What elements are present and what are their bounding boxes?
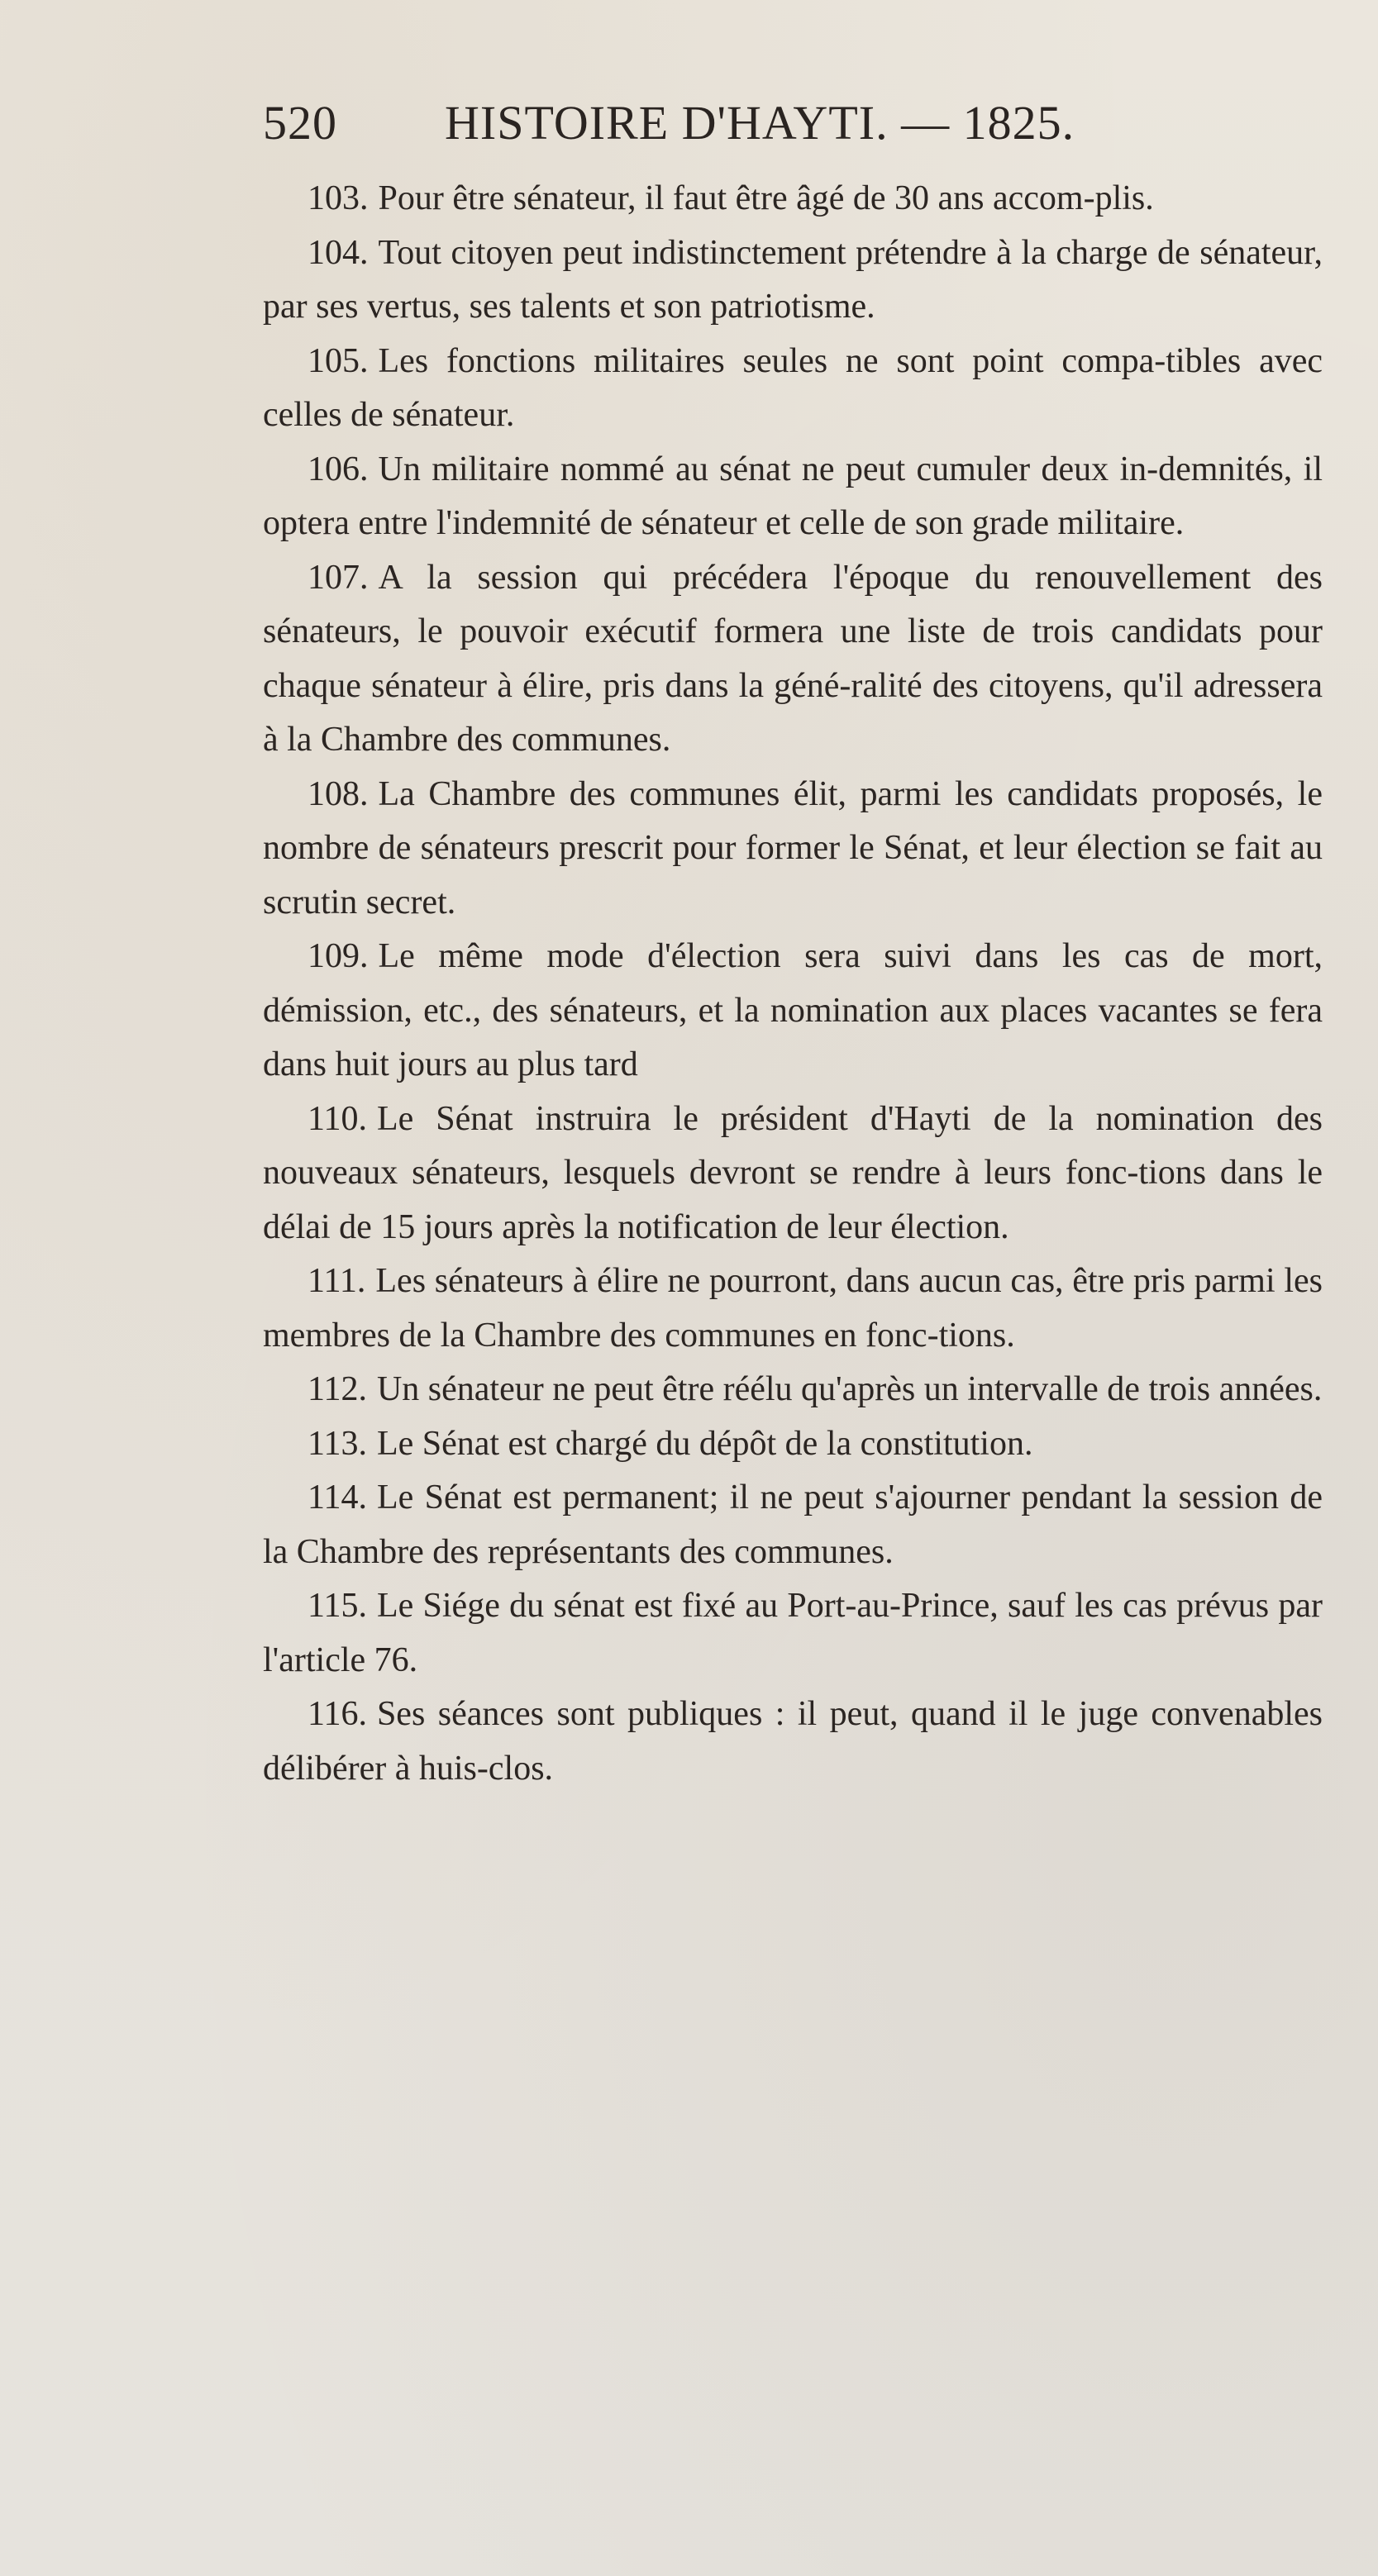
article-112 (263, 1363, 1323, 1417)
article-103 (263, 172, 1323, 226)
article-text: Le Sénat est permanent; il ne peut s'ajourner pendant la session de la Chambre des représentants des communes. (263, 1478, 1323, 1571)
article-111 (263, 1255, 1323, 1363)
article-number: 107. (308, 558, 369, 597)
article-text: Un militaire nommé au sénat ne peut cumuler deux in-demnités, il optera entre l'indemnité de sénateur et celle de son grade militaire. (263, 450, 1323, 542)
article-text: Un sénateur ne peut être réélu qu'après un intervalle de trois années. (376, 1370, 1323, 1408)
article-number: 109. (308, 937, 369, 975)
article-text: Le Siége du sénat est fixé au Port-au-Prince, sauf les cas prévus par l'article 76. (263, 1587, 1323, 1679)
running-title: HISTOIRE D'HAYTI. — 1825. (445, 96, 1075, 150)
article-114 (263, 1471, 1323, 1579)
article-text: Le même mode d'élection sera suivi dans les cas de mort, démission, etc., des sénateurs, et la nomination aux places vacantes se fera dans huit jours au plus tard (263, 937, 1323, 1083)
article-number: 112. (308, 1370, 367, 1408)
article-text: Les sénateurs à élire ne pourront, dans aucun cas, être pris parmi les membres de la Chambre des communes en fonc-tions. (263, 1262, 1323, 1355)
article-109 (263, 930, 1323, 1093)
article-number: 114. (308, 1478, 367, 1517)
article-107 (263, 551, 1323, 768)
article-number: 111. (308, 1262, 366, 1300)
article-113 (263, 1417, 1323, 1472)
article-number: 105. (308, 341, 369, 380)
article-text: Tout citoyen peut indistinctement prétendre à la charge de sénateur, par ses vertus, ses talents et son patriotisme. (263, 233, 1323, 326)
article-text: A la session qui précédera l'époque du renouvellement des sénateurs, le pouvoir exécutif formera une liste de trois candidats pour chaque sénateur à élire, pris dans la géné-ralité des citoyens, qu'il adressera à la Chambre des communes. (263, 558, 1323, 759)
article-text: Ses séances sont publiques : il peut, quand il le juge convenables délibérer à huis-clos. (263, 1695, 1323, 1788)
article-text: Pour être sénateur, il faut être âgé de 30 ans accom-plis. (378, 179, 1154, 217)
page-number: 520 (263, 96, 337, 150)
article-number: 116. (308, 1695, 367, 1733)
article-text: Le Sénat instruira le président d'Hayti de la nomination des nouveaux sénateurs, lesquels devront se rendre à leurs fonc-tions dans le délai de 15 jours après la notification de leur élection. (263, 1099, 1323, 1246)
article-text: Le Sénat est chargé du dépôt de la constitution. (376, 1424, 1033, 1463)
article-number: 108. (308, 774, 369, 813)
article-text: Les fonctions militaires seules ne sont point compa-tibles avec celles de sénateur. (263, 341, 1323, 434)
article-116 (263, 1688, 1323, 1796)
article-105 (263, 335, 1323, 443)
article-110 (263, 1093, 1323, 1255)
article-text: La Chambre des communes élit, parmi les candidats proposés, le nombre de sénateurs prescrit pour former le Sénat, et leur élection se fait au scrutin secret. (263, 774, 1323, 921)
running-head (263, 95, 1323, 161)
article-number: 106. (308, 450, 369, 488)
article-106 (263, 443, 1323, 551)
article-number: 110. (308, 1099, 367, 1138)
article-115 (263, 1579, 1323, 1688)
article-number: 104. (308, 233, 369, 272)
body-text (263, 172, 1323, 1796)
article-number: 103. (308, 179, 369, 217)
article-number: 113. (308, 1424, 367, 1463)
article-108 (263, 768, 1323, 931)
article-number: 115. (308, 1587, 367, 1625)
article-104 (263, 226, 1323, 335)
